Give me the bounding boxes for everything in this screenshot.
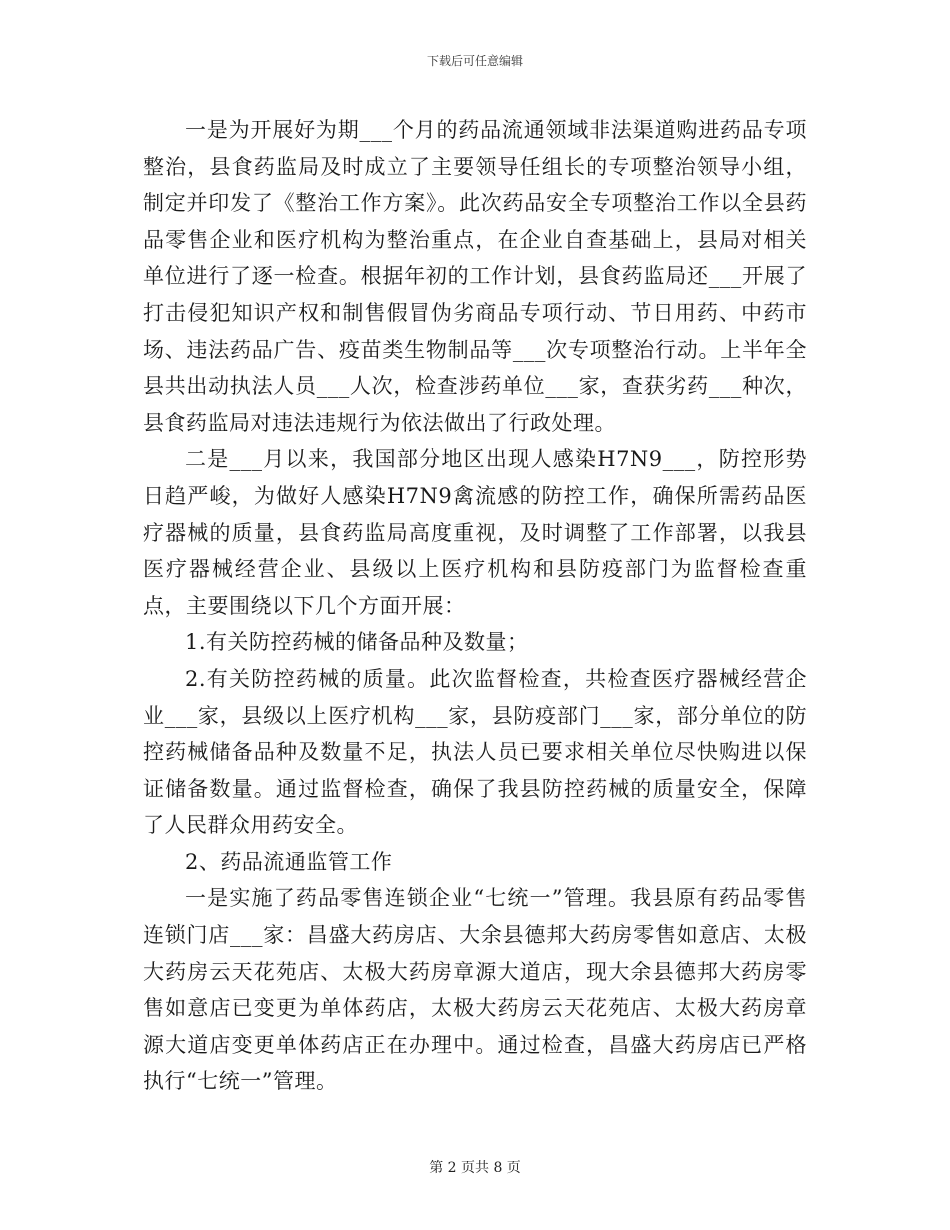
section-heading-circulation: 2、药品流通监管工作 (185, 849, 393, 874)
paragraph-chain-management: 一是实施了药品零售连锁企业“七统一”管理。我县原有药品零售连锁门店___家：昌盛大药房店、大余县德邦大药房零售如意店、太极大药房云天花苑店、太极大药房章源大道店，现大余县德邦大药房零售如意店已变更为单体药店，太极大药房云天花苑店、太极大药房章源大道店变更单体药店正在办理中。通过检查，昌盛大药房店已严格执行“七统一”管理。 (143, 886, 807, 1094)
page-number: 第 2 页共 8 页 (429, 1160, 521, 1176)
paragraph-h7n9-prevention: 二是___月以来，我国部分地区出现人感染H7N9___，防控形势日趋严峻，为做好人感染H7N9禽流感的防控工作，确保所需药品医疗器械的质量，县食药监局高度重视，及时调整了工作部署，以我县医疗器械经营企业、县级以上医疗机构和县防疫部门为监督检查重点，主要围绕以下几个方面开展： (143, 447, 807, 618)
page-header: 下载后可任意编辑 (426, 54, 523, 68)
list-item-quality-inspection: 2.有关防控药械的质量。此次监督检查，共检查医疗器械经营企业___家，县级以上医疗机构___家，县防疫部门___家，部分单位的防控药械储备品种及数量不足，执法人员已要求相关单位尽快购进以保证储备数量。通过监督检查，确保了我县防控药械的质量安全，保障了人民群众用药安全。 (143, 666, 807, 838)
document-body (143, 112, 807, 1100)
list-item-reserve-varieties: 1.有关防控药械的储备品种及数量； (185, 630, 529, 655)
paragraph-special-rectification: 一是为开展好为期___个月的药品流通领域非法渠道购进药品专项整治，县食药监局及时成立了主要领导任组长的专项整治领导小组，制定并印发了《整治工作方案》。此次药品安全专项整治工作以全县药品零售企业和医疗机构为整治重点，在企业自查基础上，县局对相关单位进行了逐一检查。根据年初的工作计划，县食药监局还___开展了打击侵犯知识产权和制售假冒伪劣商品专项行动、节日用药、中药市场、违法药品广告、疫苗类生物制品等___次专项整治行动。上半年全县共出动执法人员___人次，检查涉药单位___家，查获劣药___种次，县食药监局对违法违规行为依法做出了行政处理。 (143, 118, 807, 435)
